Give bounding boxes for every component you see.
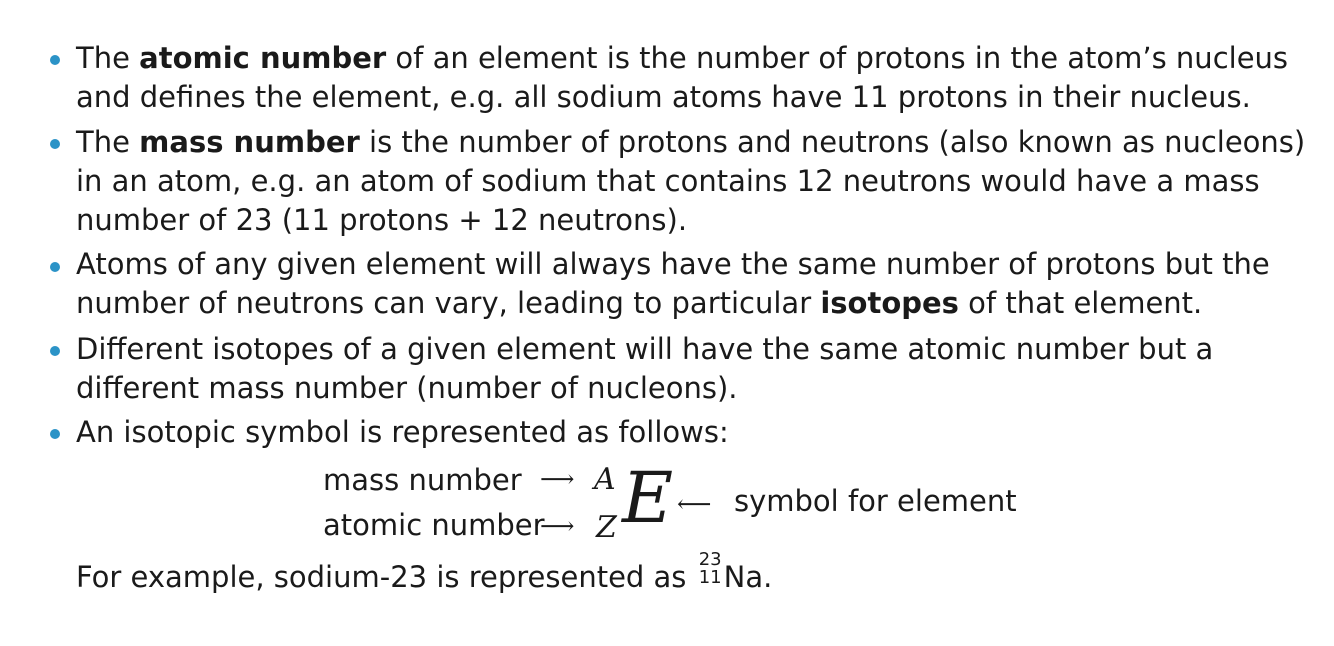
- atomic-number-subscript: 11: [698, 567, 722, 588]
- atomic-number-label: atomic number: [323, 508, 545, 542]
- term-isotopes: isotopes: [820, 286, 959, 320]
- arrow-right-icon: ⟶: [540, 512, 575, 540]
- bullet-text: Different isotopes of a given element will have the same atomic number but a different mass number (number of nucleons).: [76, 332, 1214, 405]
- bullet-dot: [50, 429, 60, 439]
- bullet-isotopic-symbol: [76, 413, 1316, 452]
- bullet-text: Atoms of any given element will always have the same number of protons but the number of neutrons can vary, leading to particular: [76, 247, 1270, 320]
- element-symbol-na: Na: [723, 560, 764, 594]
- sodium-isotope-notation: [696, 549, 724, 588]
- mass-symbol-A: A: [594, 462, 616, 497]
- bullet-text: is the number of protons and neutrons (also known as nucleons) in an atom, e.g. an atom of sodium that contains 12 neutrons would have a mass number of 23 (11 protons + 12 neutrons).: [76, 125, 1306, 237]
- bullet-text: of an element is the number of protons in the atom’s nucleus and defines the element, e.g. all sodium atoms have 11 protons in their nucleus.: [76, 41, 1289, 114]
- bullet-text: An isotopic symbol is represented as follows:: [76, 415, 729, 449]
- example-text: For example, sodium-23 is represented as: [76, 560, 696, 594]
- bullet-dot: [50, 262, 60, 272]
- mass-number-superscript: 23: [698, 549, 722, 570]
- example-period: .: [763, 560, 773, 594]
- bullet-atomic-number: [76, 39, 1316, 117]
- bullet-text: The: [76, 41, 140, 75]
- arrow-left-icon: ⟵: [677, 490, 712, 518]
- sodium-example: [76, 549, 773, 594]
- bullet-text: The: [76, 125, 140, 159]
- bullet-text: of that element.: [958, 286, 1203, 320]
- bullet-dot: [50, 139, 60, 149]
- element-symbol-E: E: [622, 457, 674, 539]
- bullet-dot: [50, 346, 60, 356]
- arrow-right-icon: ⟶: [540, 465, 575, 493]
- mass-number-label: mass number: [323, 463, 522, 497]
- bullet-dot: [50, 55, 60, 65]
- bullet-different-isotopes: [76, 330, 1316, 408]
- term-mass-number: mass number: [139, 125, 360, 159]
- bullet-isotopes: [76, 245, 1316, 323]
- term-atomic-number: atomic number: [139, 41, 387, 75]
- atomic-symbol-Z: Z: [596, 510, 617, 545]
- element-symbol-label: symbol for element: [734, 484, 1017, 518]
- bullet-mass-number: [76, 123, 1316, 240]
